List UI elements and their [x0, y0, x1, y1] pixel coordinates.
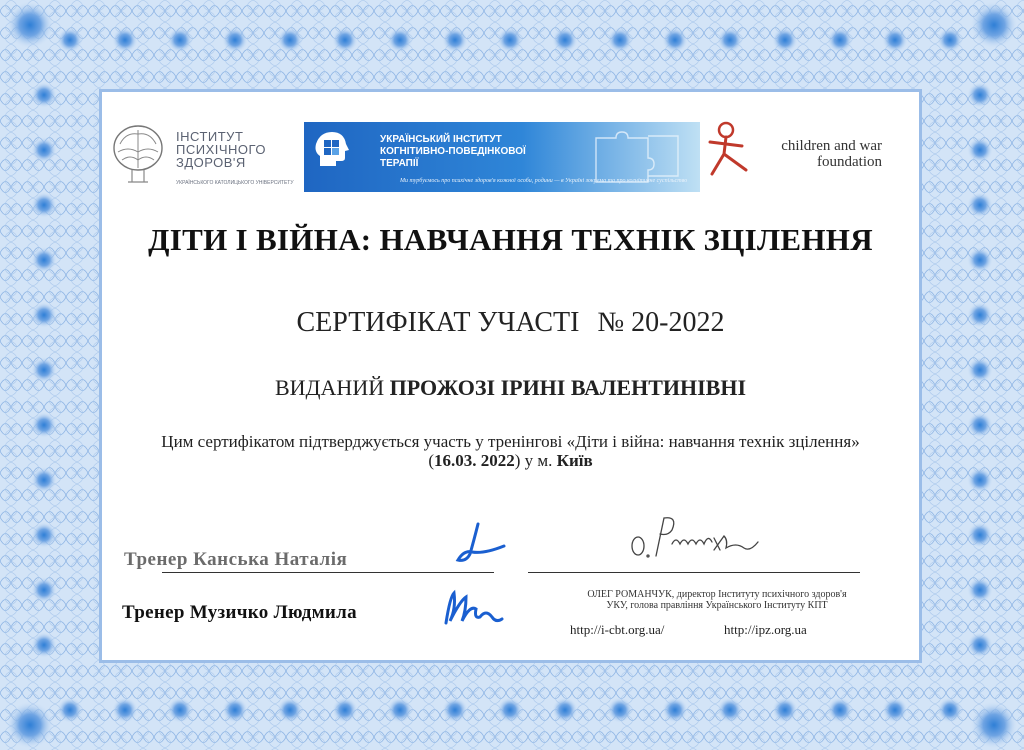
border-rosette — [717, 27, 743, 53]
ukpt-line-2: КОГНІТИВНО-ПОВЕДІНКОВОЇ — [380, 146, 526, 157]
ukpt-name — [380, 134, 526, 170]
ipz-name — [176, 130, 266, 169]
border-rosette — [967, 632, 993, 658]
cwf-line-1: children and war — [781, 138, 882, 154]
border-rosette — [442, 697, 468, 723]
border-rosette — [57, 697, 83, 723]
brain-icon — [110, 122, 166, 186]
border-rosette — [112, 27, 138, 53]
director-signature — [628, 512, 760, 566]
border-rosette — [31, 357, 57, 383]
border-rosette — [967, 302, 993, 328]
puzzle-decoration-icon — [586, 128, 692, 188]
director-signature-line — [528, 572, 860, 573]
ipz-line-2: ПСИХІЧНОГО — [176, 142, 266, 157]
child-figure-icon — [706, 120, 754, 180]
border-rosette — [31, 522, 57, 548]
border-rosette — [662, 27, 688, 53]
head-puzzle-icon — [312, 130, 350, 170]
border-rosette — [967, 467, 993, 493]
border-rosette — [967, 137, 993, 163]
confirmation-text-2: ) у м. — [514, 451, 557, 470]
border-rosette — [332, 27, 358, 53]
border-rosette — [112, 697, 138, 723]
trainer-1-name: Тренер Канська Наталія — [124, 549, 348, 570]
border-rosette — [222, 697, 248, 723]
border-rosette — [937, 27, 963, 53]
border-rosette — [31, 412, 57, 438]
confirmation-text — [142, 432, 879, 470]
border-rosette — [167, 27, 193, 53]
ipz-logo — [110, 122, 300, 192]
border-rosette — [31, 577, 57, 603]
border-rosette — [497, 697, 523, 723]
training-date: 16.03. 2022 — [433, 451, 515, 470]
director-line-1: ОЛЕГ РОМАНЧУК, директор Інституту психічного здоров'я — [587, 589, 847, 600]
border-rosette — [967, 357, 993, 383]
trainer-1-signature — [448, 520, 508, 566]
border-rosette — [607, 27, 633, 53]
trainer-2-signature — [440, 587, 506, 631]
border-rosette — [277, 27, 303, 53]
border-rosette — [937, 697, 963, 723]
certificate-label: СЕРТИФІКАТ УЧАСТІ — [296, 307, 580, 338]
director-line-2: УКУ, голова правління Українського Інституту КПТ — [606, 600, 828, 611]
certificate-sheet — [102, 92, 919, 660]
border-rosette — [277, 697, 303, 723]
recipient-name: ПРОЖОЗІ ІРИНІ ВАЛЕНТИНІВНІ — [389, 375, 747, 400]
border-rosette — [772, 27, 798, 53]
border-rosette — [31, 82, 57, 108]
border-rosette — [6, 701, 54, 749]
border-rosette — [167, 697, 193, 723]
director-caption — [532, 589, 902, 611]
border-rosette — [967, 192, 993, 218]
ipz-subtitle: УКРАЇНСЬКОГО КАТОЛИЦЬКОГО УНІВЕРСИТЕТУ — [176, 180, 294, 186]
border-rosette — [717, 697, 743, 723]
border-rosette — [6, 1, 54, 49]
ukpt-logo — [304, 122, 700, 192]
ipz-line-1: ІНСТИТУТ — [176, 129, 244, 144]
border-rosette — [31, 137, 57, 163]
border-rosette — [57, 27, 83, 53]
border-rosette — [772, 697, 798, 723]
border-rosette — [882, 27, 908, 53]
certificate-number: № 20-2022 — [597, 307, 725, 338]
border-rosette — [31, 247, 57, 273]
border-rosette — [970, 1, 1018, 49]
trainer-2-name: Тренер Музичко Людмила — [122, 602, 357, 623]
border-rosette — [442, 27, 468, 53]
border-rosette — [31, 192, 57, 218]
link-icbt[interactable]: http://i-cbt.org.ua/ — [570, 622, 665, 637]
certificate-heading — [102, 307, 919, 339]
border-rosette — [552, 697, 578, 723]
issued-to — [102, 375, 919, 401]
border-rosette — [967, 522, 993, 548]
border-rosette — [31, 467, 57, 493]
training-city: Київ — [556, 451, 593, 470]
border-rosette — [552, 27, 578, 53]
border-rosette — [222, 27, 248, 53]
cwf-name — [754, 138, 882, 170]
cwf-line-2: foundation — [817, 154, 882, 170]
border-rosette — [387, 27, 413, 53]
border-rosette — [607, 697, 633, 723]
border-rosette — [332, 697, 358, 723]
border-rosette — [882, 697, 908, 723]
border-rosette — [497, 27, 523, 53]
border-rosette — [967, 82, 993, 108]
border-rosette — [967, 577, 993, 603]
border-rosette — [662, 697, 688, 723]
border-rosette — [967, 412, 993, 438]
border-rosette — [827, 697, 853, 723]
certificate-title: ДІТИ І ВІЙНА: НАВЧАННЯ ТЕХНІК ЗЦІЛЕННЯ — [148, 222, 873, 257]
border-rosette — [967, 247, 993, 273]
ukpt-motto: Ми турбуємось про психічне здоров'я кожної особи, родини — в Україні зокрема та про когнітивне суспільство — [400, 178, 688, 184]
border-rosette — [31, 632, 57, 658]
border-rosette — [827, 27, 853, 53]
link-ipz[interactable]: http://ipz.org.ua — [724, 622, 807, 637]
cwf-logo — [706, 118, 906, 194]
ipz-line-3: ЗДОРОВ'Я — [176, 155, 246, 170]
border-rosette — [387, 697, 413, 723]
logo-row — [102, 118, 919, 194]
border-rosette — [970, 701, 1018, 749]
ukpt-line-1: УКРАЇНСЬКИЙ ІНСТИТУТ — [380, 134, 502, 145]
trainer-1-signature-line — [162, 572, 494, 573]
ukpt-line-3: ТЕРАПІЇ — [380, 158, 419, 169]
issued-prefix: ВИДАНИЙ — [274, 375, 385, 400]
confirmation-text-1: Цим сертифікатом підтверджується участь у тренінгові «Діти і війна: навчання технік зцілення» ( — [161, 432, 860, 470]
border-rosette — [31, 302, 57, 328]
